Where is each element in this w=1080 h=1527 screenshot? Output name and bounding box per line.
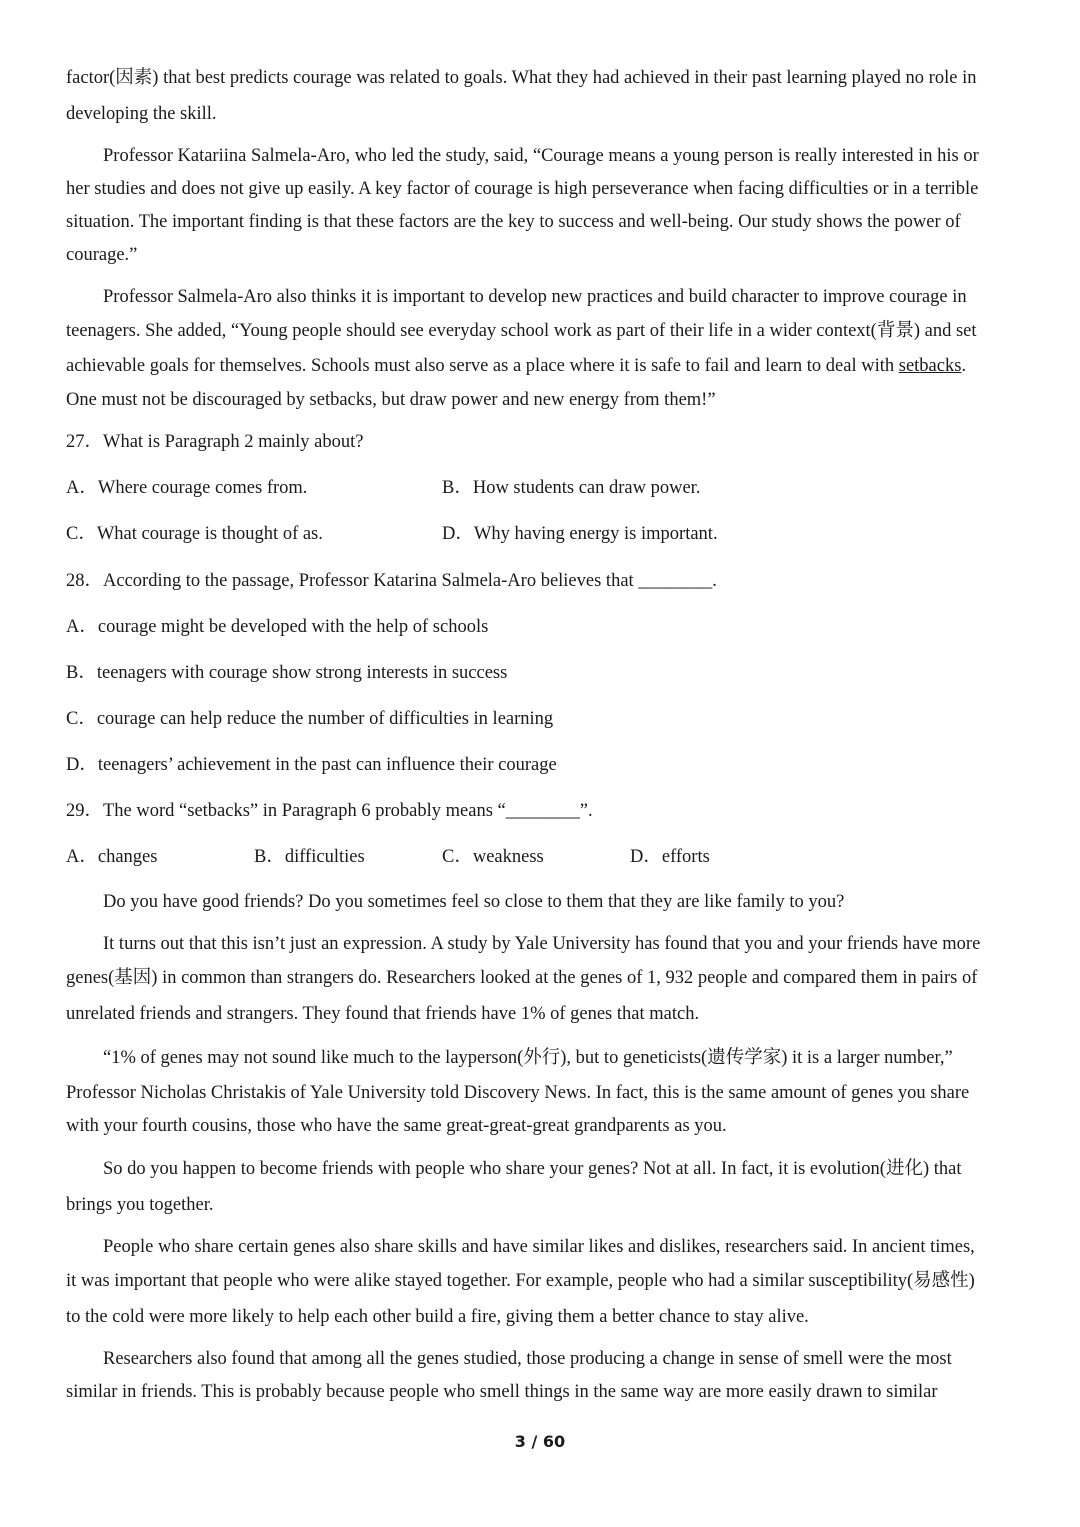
question-29-stem: 29．The word “setbacks” in Paragraph 6 probably means “________”. (66, 801, 593, 821)
q29-option-a: A．changes (66, 847, 158, 867)
q29-option-c: C．weakness (442, 847, 544, 867)
passage-line: factor(因素) that best predicts courage was related to goals. What they had achieved in their past learning played no role in (66, 68, 977, 88)
passage-line: Researchers also found that among all the genes studied, those producing a change in sense of smell were the most (103, 1349, 952, 1369)
passage-line: similar in friends. This is probably because people who smell things in the same way are more easily drawn to similar (66, 1382, 938, 1402)
passage-line: So do you happen to become friends with people who share your genes? Not at all. In fact, it is evolution(进化) that (103, 1159, 962, 1179)
passage-line: Professor Salmela-Aro also thinks it is important to develop new practices and build character to improve courage in (103, 287, 967, 307)
passage-line: Professor Katariina Salmela-Aro, who led the study, said, “Courage means a young person is really interested in his or (103, 146, 979, 166)
passage-line: Professor Nicholas Christakis of Yale University told Discovery News. In fact, this is the same amount of genes you share (66, 1083, 970, 1103)
passage-line: courage.” (66, 245, 138, 265)
q27-option-b: B．How students can draw power. (442, 478, 701, 498)
text-segment: achievable goals for themselves. Schools must also serve as a place where it is safe to fail and learn to deal with (66, 356, 899, 376)
q28-option-a: A．courage might be developed with the help of schools (66, 617, 489, 637)
passage-line: One must not be discouraged by setbacks, but draw power and new energy from them!” (66, 390, 716, 410)
passage-line: unrelated friends and strangers. They found that friends have 1% of genes that match. (66, 1004, 700, 1024)
passage-line: “1% of genes may not sound like much to the layperson(外行), but to geneticists(遗传学家) it is a larger number,” (103, 1048, 953, 1068)
passage-line: teenagers. She added, “Young people should see everyday school work as part of their life in a wider context(背景) and set (66, 321, 977, 341)
text-segment: . (961, 356, 967, 376)
q27-option-a: A．Where courage comes from. (66, 478, 308, 498)
q28-option-b: B．teenagers with courage show strong interests in success (66, 663, 508, 683)
passage-line: brings you together. (66, 1195, 214, 1215)
q29-option-d: D．efforts (630, 847, 710, 867)
underlined-word-setbacks: setbacks (898, 356, 962, 376)
question-27-stem: 27．What is Paragraph 2 mainly about? (66, 432, 364, 452)
passage-line: situation. The important finding is that these factors are the key to success and well-being. Our study shows the power of (66, 212, 961, 232)
q27-option-c: C．What courage is thought of as. (66, 524, 323, 544)
passage-line: her studies and does not give up easily. A key factor of courage is high perseverance when facing difficulties or in a terrible (66, 179, 979, 199)
q28-option-d: D．teenagers’ achievement in the past can influence their courage (66, 755, 557, 775)
passage-line: with your fourth cousins, those who have the same great-great-great grandparents as you. (66, 1116, 727, 1136)
passage-line-setbacks (66, 355, 1016, 377)
passage-line: developing the skill. (66, 104, 217, 124)
q27-option-d: D．Why having energy is important. (442, 524, 718, 544)
q28-option-c: C．courage can help reduce the number of difficulties in learning (66, 709, 554, 729)
passage-line: Do you have good friends? Do you sometimes feel so close to them that they are like family to you? (103, 892, 845, 912)
question-28-stem: 28．According to the passage, Professor Katarina Salmela-Aro believes that ________. (66, 571, 717, 591)
q29-option-b: B．difficulties (254, 847, 365, 867)
passage-line: to the cold were more likely to help each other build a fire, giving them a better chance to stay alive. (66, 1307, 809, 1327)
passage-line: it was important that people who were alike stayed together. For example, people who had a similar susceptibility(易感性) (66, 1271, 975, 1291)
passage-line: People who share certain genes also share skills and have similar likes and dislikes, researchers said. In ancient times, (103, 1237, 975, 1257)
passage-line: genes(基因) in common than strangers do. Researchers looked at the genes of 1, 932 people and compared them in pairs of (66, 968, 978, 988)
page-number: 3 / 60 (514, 1432, 566, 1451)
passage-line: It turns out that this isn’t just an expression. A study by Yale University has found that you and your friends have more (103, 934, 981, 954)
